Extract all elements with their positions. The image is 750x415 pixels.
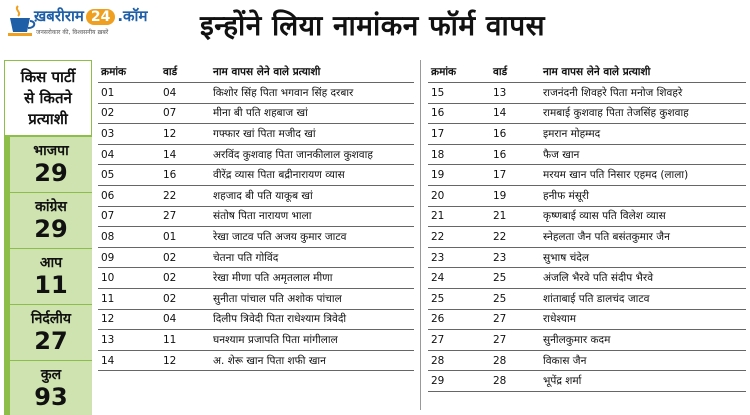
serial-cell: 28 (428, 350, 490, 371)
table-row (428, 227, 746, 248)
candidate-cell: किशोर सिंह पिता भगवान सिंह दरबार (210, 83, 414, 104)
ward-cell: 22 (490, 227, 540, 248)
candidate-cell: सुभाष चंदेल (540, 247, 746, 268)
serial-cell: 26 (428, 309, 490, 330)
ward-cell: 27 (490, 309, 540, 330)
party-independent (4, 305, 92, 360)
serial-cell: 13 (98, 330, 160, 351)
table-row (428, 289, 746, 310)
candidate-cell: मीना बी पति शहबाज खां (210, 103, 414, 124)
serial-cell: 12 (98, 309, 160, 330)
ward-cell: 12 (160, 350, 210, 371)
logo-text-b: .कॉम (117, 7, 148, 25)
candidate-cell: वीरेंद्र व्यास पिता बद्रीनारायण व्यास (210, 165, 414, 186)
serial-cell: 27 (428, 330, 490, 351)
ward-cell: 16 (490, 144, 540, 165)
serial-cell: 10 (98, 268, 160, 289)
candidate-cell: रेखा मीणा पति अमृतलाल मीणा (210, 268, 414, 289)
table-row (428, 247, 746, 268)
candidate-cell: स्नेहलता जैन पति बसंतकुमार जैन (540, 227, 746, 248)
ward-cell: 17 (490, 165, 540, 186)
table-row (428, 144, 746, 165)
candidate-cell: गफ्फार खां पिता मजीद खां (210, 124, 414, 145)
ward-cell: 12 (160, 124, 210, 145)
serial-cell: 25 (428, 289, 490, 310)
header-ward: वार्ड (490, 62, 540, 83)
serial-cell: 09 (98, 247, 160, 268)
ward-cell: 16 (490, 124, 540, 145)
ward-cell: 25 (490, 268, 540, 289)
candidate-cell: संतोष पिता नारायण भाला (210, 206, 414, 227)
ward-cell: 01 (160, 227, 210, 248)
serial-cell: 01 (98, 83, 160, 104)
table-row (98, 289, 414, 310)
sidebar-title (4, 60, 92, 136)
table-row (98, 144, 414, 165)
ward-cell: 07 (160, 103, 210, 124)
candidate-cell: फैज खान (540, 144, 746, 165)
candidate-cell: भूपेंद्र शर्मा (540, 371, 746, 392)
party-summary-sidebar (4, 60, 92, 412)
candidate-cell: चेतना पति गोविंद (210, 247, 414, 268)
candidate-cell: रामबाई कुशवाह पिता तेजसिंह कुशवाह (540, 103, 746, 124)
logo-wordmark (34, 6, 147, 26)
table-row (428, 186, 746, 207)
table-row (98, 103, 414, 124)
serial-cell: 15 (428, 83, 490, 104)
serial-cell: 19 (428, 165, 490, 186)
party-count: 27 (34, 327, 68, 355)
ward-cell: 21 (490, 206, 540, 227)
party-count: 29 (34, 215, 68, 243)
tea-cup-icon (6, 4, 36, 38)
candidate-cell: अंजलि भैरवे पति संदीप भैरवे (540, 268, 746, 289)
candidate-cell: अ. शेरू खान पिता शफी खान (210, 350, 414, 371)
header-ward: वार्ड (160, 62, 210, 83)
serial-cell: 17 (428, 124, 490, 145)
candidate-cell: हनीफ मंसूरी (540, 186, 746, 207)
table-row (428, 165, 746, 186)
table-row (428, 330, 746, 351)
ward-cell: 13 (490, 83, 540, 104)
withdrawal-table-right (428, 62, 746, 392)
table-row (98, 309, 414, 330)
candidate-cell: इमरान मोहम्मद (540, 124, 746, 145)
serial-cell: 03 (98, 124, 160, 145)
party-bjp (4, 137, 92, 192)
logo-text-a: ख़बरीराम (34, 7, 84, 25)
page-headline: इन्होंने लिया नामांकन फॉर्म वापस (200, 9, 546, 42)
ward-cell: 02 (160, 268, 210, 289)
party-count: 29 (34, 159, 68, 187)
party-congress (4, 193, 92, 248)
table-row (98, 186, 414, 207)
header-candidate: नाम वापस लेने वाले प्रत्याशी (210, 62, 414, 83)
table-row (428, 206, 746, 227)
candidate-cell: अरविंद कुशवाह पिता जानकीलाल कुशवाह (210, 144, 414, 165)
serial-cell: 22 (428, 227, 490, 248)
ward-cell: 14 (160, 144, 210, 165)
serial-cell: 05 (98, 165, 160, 186)
candidate-cell: सुनीलकुमार कदम (540, 330, 746, 351)
ward-cell: 28 (490, 350, 540, 371)
ward-cell: 02 (160, 247, 210, 268)
ward-cell: 02 (160, 289, 210, 310)
column-divider (420, 60, 421, 410)
serial-cell: 29 (428, 371, 490, 392)
candidate-cell: विकास जैन (540, 350, 746, 371)
candidate-cell: सुनीता पांचाल पति अशोक पांचाल (210, 289, 414, 310)
table-row (428, 83, 746, 104)
table-row (98, 350, 414, 371)
serial-cell: 18 (428, 144, 490, 165)
table-header-row (428, 62, 746, 83)
table-row (428, 103, 746, 124)
sidebar-title-line: किस पार्टी (20, 67, 76, 86)
party-name: कांग्रेस (35, 199, 67, 215)
party-count: 11 (34, 271, 68, 299)
ward-cell: 04 (160, 83, 210, 104)
party-name: कुल (40, 367, 62, 383)
header-serial: क्रमांक (428, 62, 490, 83)
party-total (4, 361, 92, 415)
serial-cell: 14 (98, 350, 160, 371)
party-aap (4, 249, 92, 304)
serial-cell: 16 (428, 103, 490, 124)
candidate-cell: राधेश्याम (540, 309, 746, 330)
ward-cell: 19 (490, 186, 540, 207)
ward-cell: 28 (490, 371, 540, 392)
party-count: 93 (34, 383, 68, 411)
serial-cell: 20 (428, 186, 490, 207)
ward-cell: 11 (160, 330, 210, 351)
candidate-cell: राजनंदनी शिवहरे पिता मनोज शिवहरे (540, 83, 746, 104)
table-row (98, 206, 414, 227)
logo-tagline: जनसरोकार की, विश्वसनीय ख़बरें (36, 29, 109, 36)
serial-cell: 02 (98, 103, 160, 124)
candidate-cell: घनश्याम प्रजापति पिता मांगीलाल (210, 330, 414, 351)
table-header-row (98, 62, 414, 83)
serial-cell: 04 (98, 144, 160, 165)
withdrawal-table-left (98, 62, 414, 371)
serial-cell: 21 (428, 206, 490, 227)
serial-cell: 23 (428, 247, 490, 268)
ward-cell: 27 (490, 330, 540, 351)
party-name: आप (39, 255, 63, 271)
header-candidate: नाम वापस लेने वाले प्रत्याशी (540, 62, 746, 83)
table-row (428, 268, 746, 289)
candidate-cell: दिलीप त्रिवेदी पिता राधेश्याम त्रिवेदी (210, 309, 414, 330)
table-row (98, 268, 414, 289)
logo-badge: 24 (86, 9, 115, 25)
ward-cell: 14 (490, 103, 540, 124)
table-row (428, 371, 746, 392)
serial-cell: 06 (98, 186, 160, 207)
table-row (98, 124, 414, 145)
table-row (428, 350, 746, 371)
ward-cell: 04 (160, 309, 210, 330)
table-row (98, 83, 414, 104)
table-row (98, 247, 414, 268)
serial-cell: 08 (98, 227, 160, 248)
sidebar-title-line: प्रत्याशी (28, 109, 68, 128)
candidate-cell: रेखा जाटव पति अजय कुमार जाटव (210, 227, 414, 248)
serial-cell: 24 (428, 268, 490, 289)
ward-cell: 22 (160, 186, 210, 207)
party-name: निर्दलीय (30, 311, 72, 327)
candidate-cell: कृष्णबाई व्यास पति विलेश व्यास (540, 206, 746, 227)
table-row (428, 124, 746, 145)
table-row (98, 330, 414, 351)
sidebar-title-line: से कितने (24, 88, 72, 107)
serial-cell: 11 (98, 289, 160, 310)
serial-cell: 07 (98, 206, 160, 227)
header-serial: क्रमांक (98, 62, 160, 83)
ward-cell: 16 (160, 165, 210, 186)
table-row (428, 309, 746, 330)
ward-cell: 27 (160, 206, 210, 227)
table-row (98, 227, 414, 248)
table-row (98, 165, 414, 186)
candidate-cell: शांताबाई पति डालचंद जाटव (540, 289, 746, 310)
party-name: भाजपा (33, 143, 69, 159)
brand-logo (4, 2, 194, 52)
candidate-cell: शहजाद बी पति याकूब खां (210, 186, 414, 207)
candidate-cell: मरयम खान पति निसार एहमद (लाला) (540, 165, 746, 186)
ward-cell: 25 (490, 289, 540, 310)
ward-cell: 23 (490, 247, 540, 268)
